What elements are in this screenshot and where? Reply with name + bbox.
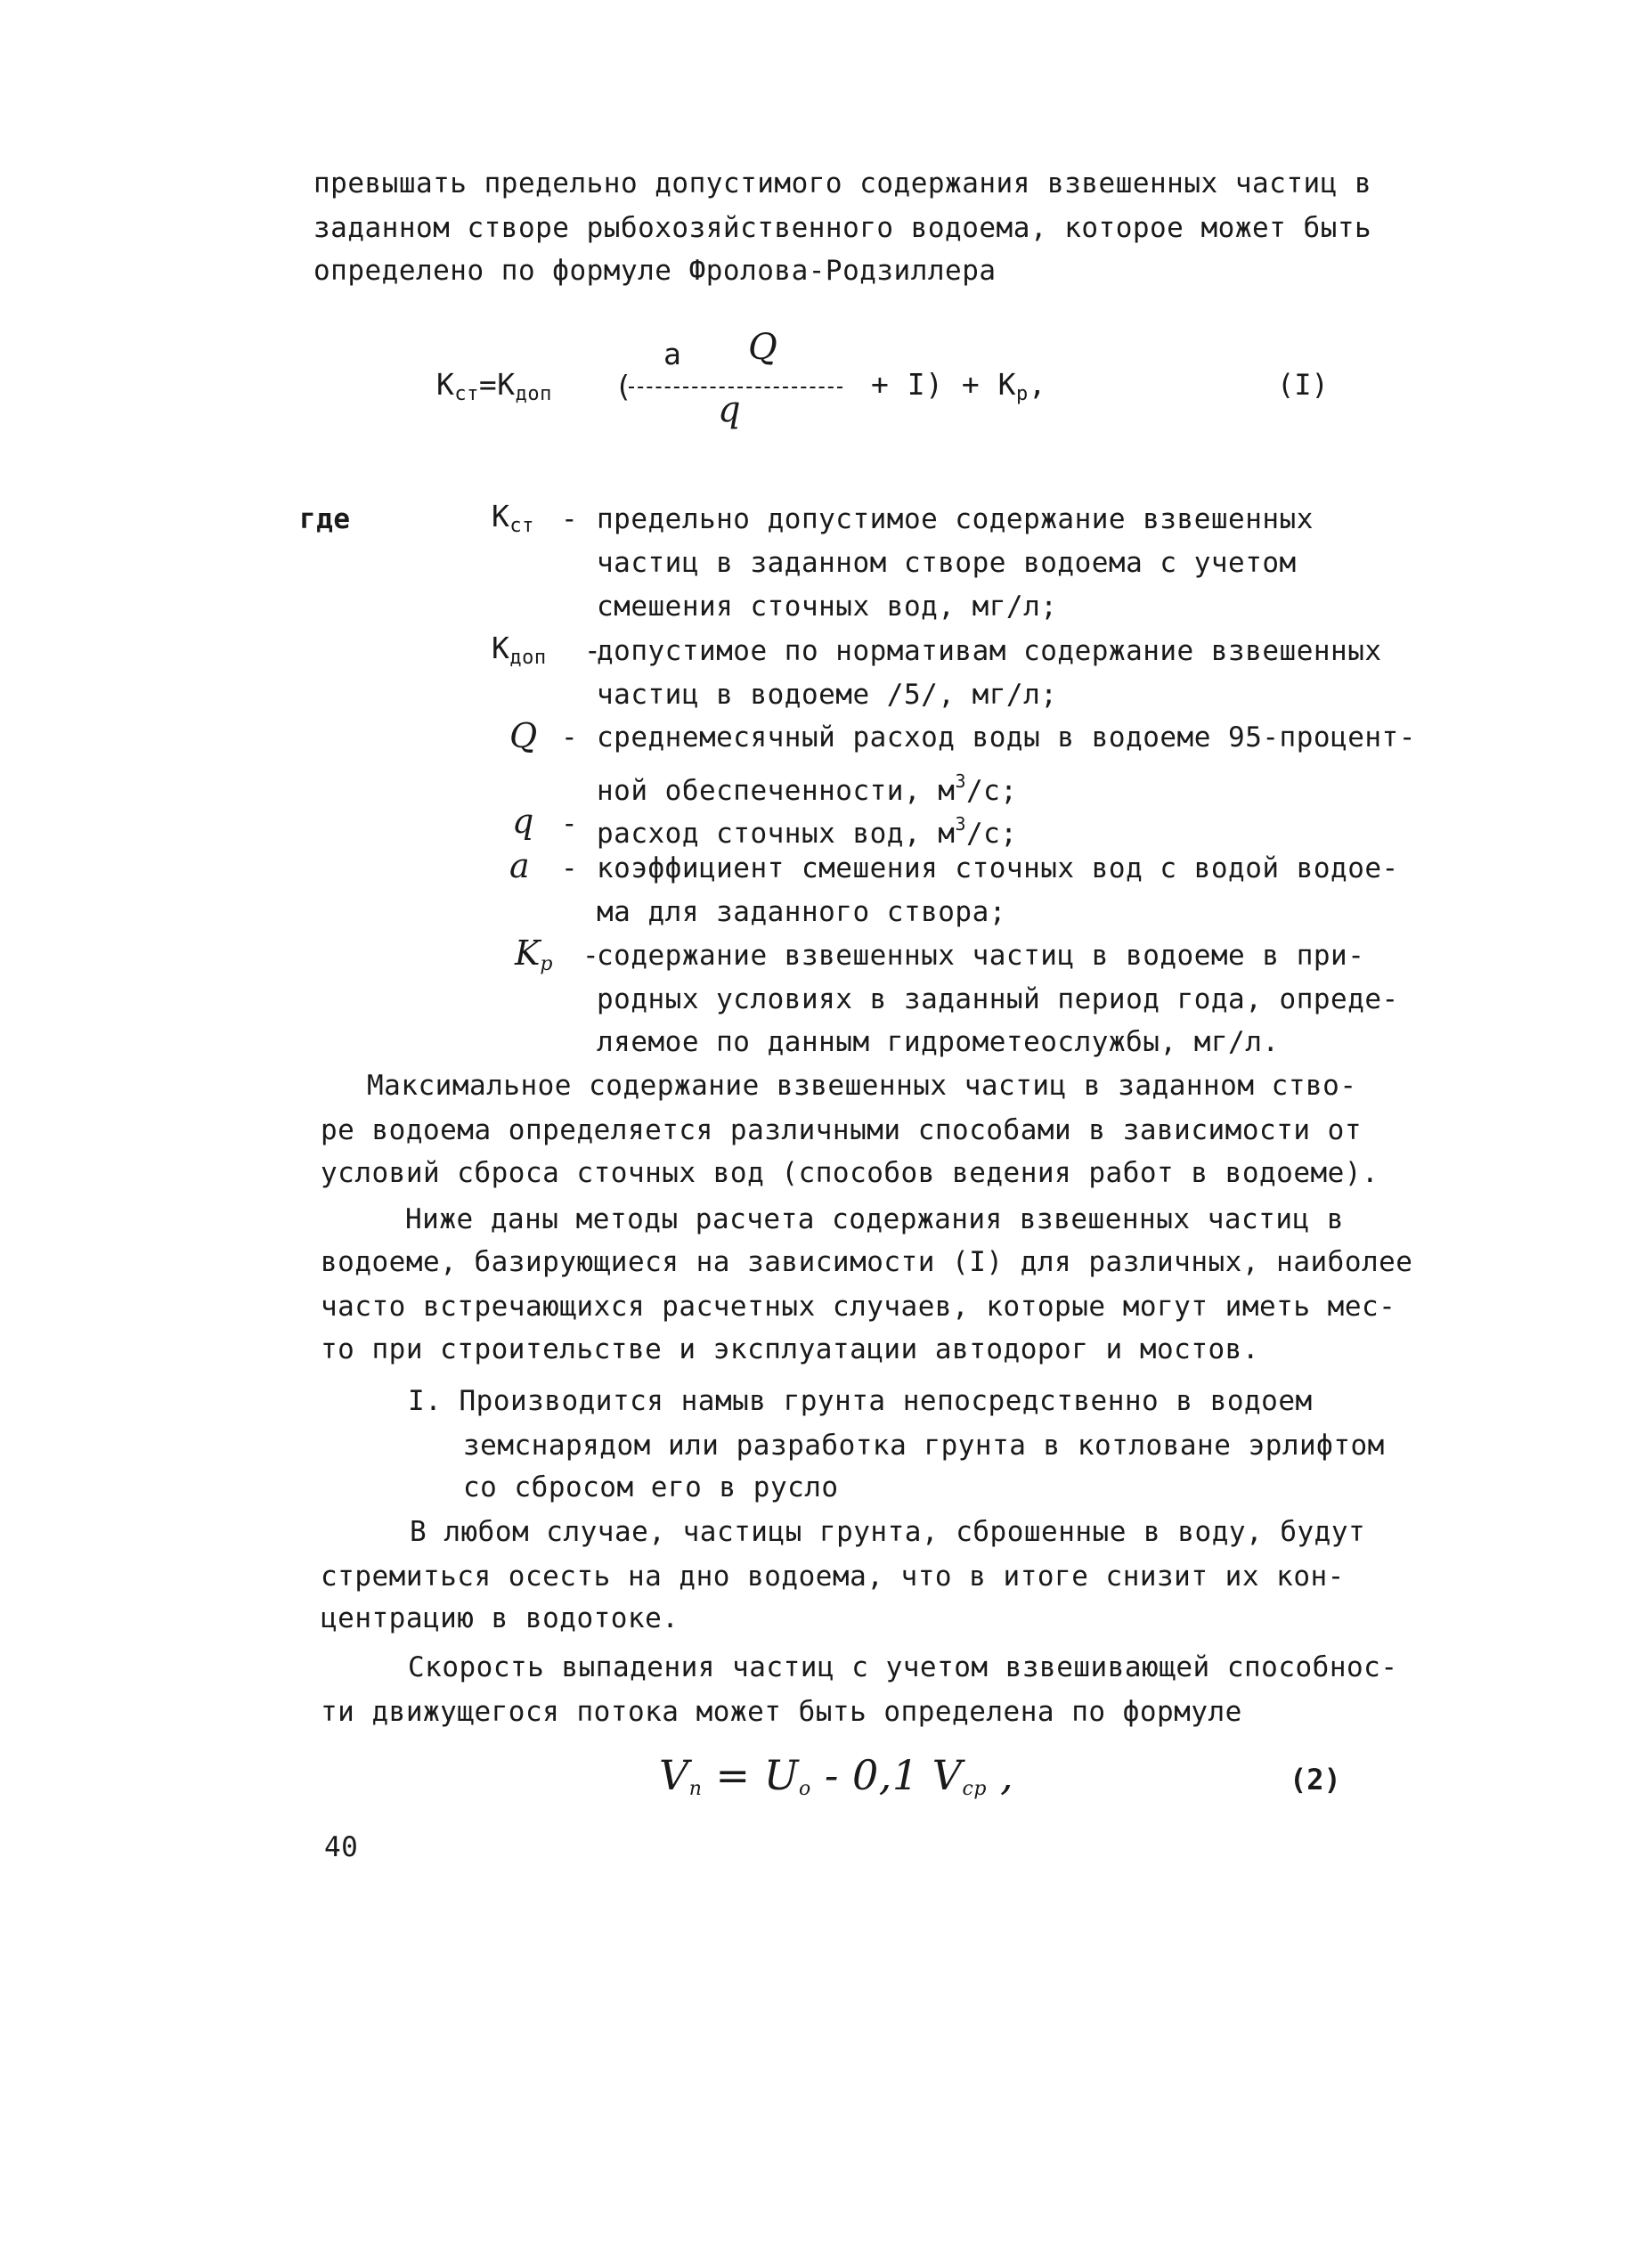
formula-2 [659,1750,1013,1814]
para-4-line-2: ти движущегося потока может быть определена по формуле [321,1696,1242,1728]
legend-dash-3: - [561,721,578,754]
legend-kst-line-1: предельно допустимое содержание взвешенных [597,503,1314,535]
page-number: 40 [324,1831,359,1863]
item-1-line-2: земснарядом или разработка грунта в котловане эрлифтом [463,1430,1385,1462]
formula-1-kr-sub: р [1015,383,1029,405]
legend-Q-line-1: среднемесячный расход воды в водоеме 95-процент- [597,721,1416,754]
formula-1-eq: =К [478,367,516,402]
formula-2-v2-sub: ср [962,1778,987,1800]
legend-symbol-kr [515,933,552,984]
formula-1-number: (I) [1277,368,1329,402]
item-1-line-3: со сбросом его в русло [463,1471,839,1503]
formula-2-u-sub: о [798,1778,811,1800]
formula-1-tail [871,367,1046,412]
para-2-line-1: Ниже даны методы расчета содержания взвешенных частиц в [405,1203,1344,1235]
item-1-line-1: I. Производится намыв грунта непосредственно в водоем [408,1385,1313,1417]
legend-kr-line-3: ляемое по данным гидрометеослужбы, мг/л. [597,1026,1280,1058]
legend-symbol-kst-sub: ст [509,515,534,537]
legend-symbol-kst [492,499,534,544]
legend-symbol-kdop-main: К [492,631,510,665]
formula-1-fraction-bar [629,387,842,388]
para-3-line-3: центрацию в водотоке. [321,1602,680,1634]
legend-dash-4: - [561,808,578,840]
legend-dash-1: - [561,503,578,535]
formula-1-lhs [436,367,552,412]
formula-2-end: , [986,1751,1014,1799]
formula-1-comma: , [1028,367,1047,402]
formula-2-v: V [659,1751,689,1799]
formula-2-number: (2) [1290,1763,1341,1797]
formula-1-numerator-Q: Q [748,327,778,368]
legend-symbol-kst-main: К [492,499,510,534]
formula-1-k: К [436,367,455,402]
intro-line-2: заданном створе рыбохозяйственного водоема, которое может быть [313,212,1372,244]
legend-symbol-kdop [492,631,547,676]
legend-where: где [299,503,351,535]
legend-symbol-kr-sub: р [540,953,553,975]
para-2-line-3: часто встречающихся расчетных случаев, которые могут иметь мес- [321,1291,1396,1323]
legend-symbol-Q: Q [509,716,538,755]
legend-symbol-q: q [512,802,534,841]
legend-q-line-1 [597,806,1017,852]
formula-2-mid: - 0,1 V [810,1751,963,1799]
para-3-line-1: В любом случае, частицы грунта, сброшенные в воду, будут [410,1516,1366,1548]
legend-symbol-kdop-sub: доп [509,647,547,669]
legend-dash-2: - [584,635,601,667]
legend-dash-6: - [582,940,599,972]
legend-q-line-1-text: расход сточных вод, м [597,818,956,850]
formula-1-denominator-q: q [718,389,742,430]
para-1-line-1: Максимальное содержание взвешенных частиц в заданном ство- [367,1070,1357,1102]
para-2-line-4: то при строительстве и эксплуатации автодорог и мостов. [321,1333,1259,1365]
formula-2-eq: = U [702,1751,799,1799]
formula-1-k-sub: ст [454,383,479,405]
formula-1-open-paren: ( [614,369,633,403]
legend-Q-line-2 [597,763,1017,809]
para-1-line-3: условий сброса сточных вод (способов ведения работ в водоеме). [321,1157,1379,1189]
legend-symbol-kr-main: K [515,933,541,973]
para-3-line-2: стремиться осесть на дно водоема, что в итоге снизит их кон- [321,1560,1345,1593]
legend-dash-5: - [561,852,578,884]
legend-a-line-1: коэффициент смешения сточных вод с водой водое- [597,852,1399,884]
intro-line-1: превышать предельно допустимого содержания взвешенных частиц в [313,167,1372,200]
legend-q-sup: 3 [955,813,966,835]
para-1-line-2: ре водоема определяется различными способами в зависимости от [321,1114,1362,1146]
para-2-line-2: водоеме, базирующиеся на зависимости (I) для различных, наиболее [321,1246,1413,1278]
legend-Q-line-2-end: /с; [965,775,1018,807]
legend-kr-line-1: содержание взвешенных частиц в водоеме в при- [597,940,1365,972]
para-4-line-1: Скорость выпадения частиц с учетом взвешивающей способнос- [408,1651,1398,1683]
legend-kst-line-3: смешения сточных вод, мг/л; [597,591,1058,623]
formula-1-numerator-a: a [663,337,682,371]
legend-kst-line-2: частиц в заданном створе водоема с учетом [597,547,1297,579]
formula-2-v-sub: п [688,1778,703,1800]
legend-q-line-1-end: /с; [965,818,1018,850]
legend-kr-line-2: родных условиях в заданный период года, опреде- [597,983,1399,1015]
legend-a-line-2: ма для заданного створа; [597,896,1006,928]
legend-Q-line-2-text: ной обеспеченности, м [597,775,956,807]
formula-1-tail-text: + I) + К [871,367,1016,402]
formula-1-kdop-sub: доп [515,383,552,405]
intro-line-3: определено по формуле Фролова-Родзиллера [313,255,997,287]
legend-kdop-line-1: допустимое по нормативам содержание взвешенных [597,635,1382,667]
legend-symbol-a: a [509,846,530,885]
legend-kdop-line-2: частиц в водоеме /5/, мг/л; [597,679,1058,711]
legend-Q-sup: 3 [955,770,966,792]
